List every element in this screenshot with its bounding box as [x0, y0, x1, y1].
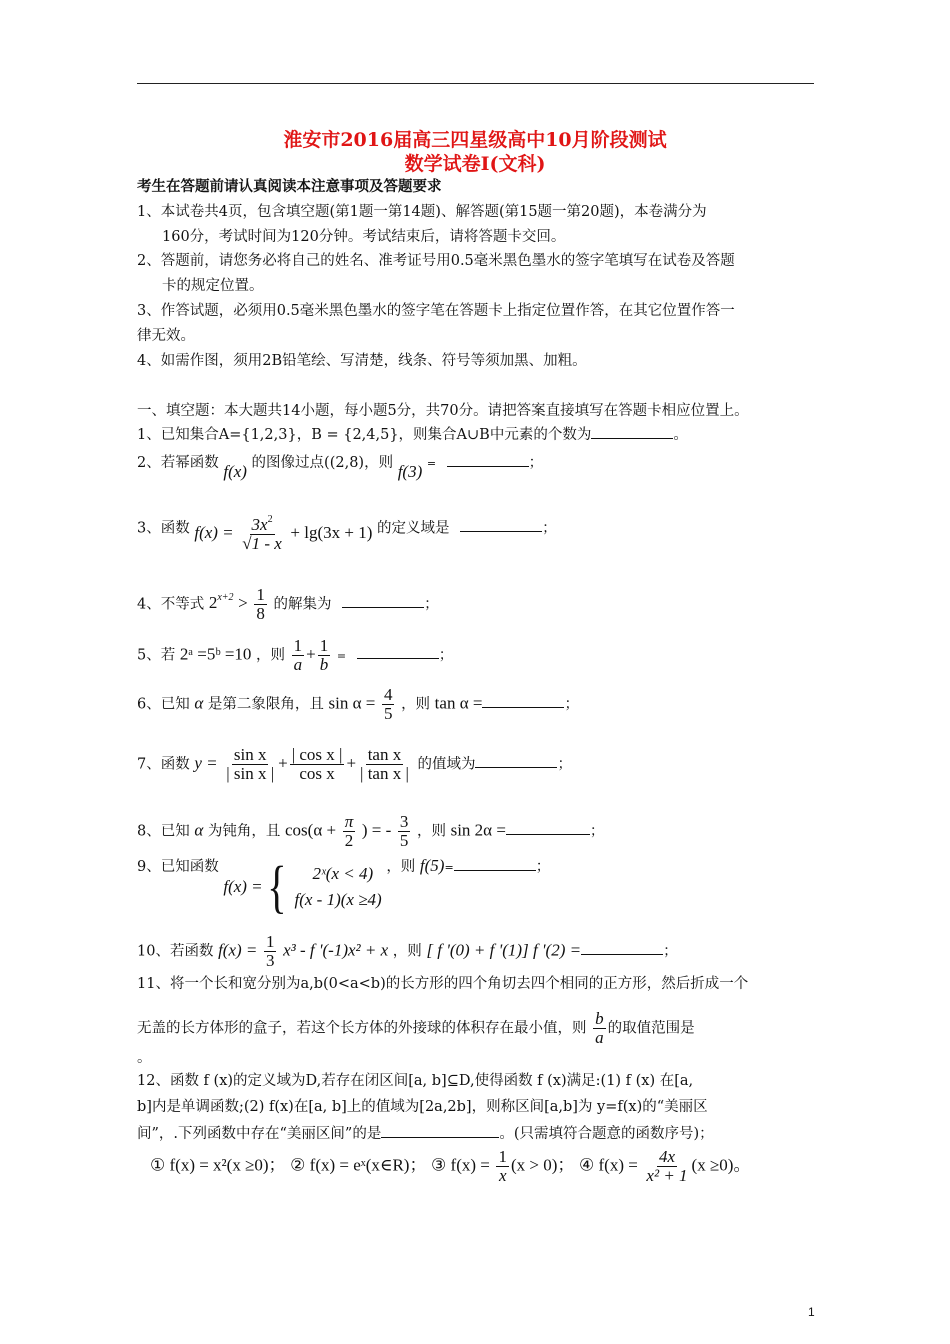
fraction: $\frac{1}{a}$ — [293, 636, 303, 674]
brace: { — [266, 854, 287, 919]
page-number: 1 — [808, 1305, 815, 1319]
notice-item-1: 1、本试卷共4页，包含填空题(第1题一第14题)、解答题(第15题一第20题)，本卷满分为 — [137, 204, 707, 220]
answer-blank[interactable] — [460, 517, 542, 532]
fraction: $\frac{b}{a}$ — [595, 1009, 604, 1047]
fraction: $\frac{1}{x}$ — [498, 1147, 507, 1185]
question-11: 11、将一个长和宽分别为a,b(0<a<b)的长方形的四个角切去四个相同的正方形，然后折成一个 — [137, 976, 749, 992]
question-12: 12、函数 f (x)的定义域为D,若存在闭区间[a, b]⊆D,使得函数 f (x)满足:(1) f (x) 在[a, — [137, 1073, 694, 1089]
notice-item-3: 3、作答试题，必须用0.5毫米黑色墨水的签字笔在答题卡上指定位置作答，在其它位置作答一 — [137, 303, 735, 319]
answer-blank[interactable] — [454, 856, 536, 871]
fraction: $\frac{\text{sin x}}{\text{| sin x |}}$ — [226, 745, 275, 783]
question-6: 6、已知 α 是第二象限角，且 sin α = $\frac{4}{5}$ ，则 tan α = ； — [137, 685, 579, 723]
question-12-options — [150, 1148, 750, 1185]
question-8: 8、已知 α 为钝角，且 cos(α + $\frac{\pi}{2}$ ) = - $\frac{3}{5}$ ，则 sin 2α = ； — [137, 812, 605, 850]
option-3-rhs: (x > 0)； — [510, 1155, 575, 1175]
answer-blank[interactable] — [506, 820, 590, 835]
question-12-cont-2: 间”，.下列函数中存在“美丽区间”的是 。(只需填符合题意的函数序号)； — [137, 1123, 714, 1144]
fraction: $\frac{3}{5}$ — [399, 812, 409, 850]
option-4-lhs: ④ f(x) = — [579, 1155, 638, 1175]
fraction: $\frac{1}{3}$ — [265, 932, 275, 970]
fraction: $\frac{\pi}{2}$ — [344, 812, 354, 850]
notice-item-2: 2、答题前，请您务必将自己的姓名、准考证号用0.5毫米黑色墨水的签字笔填写在试卷及答题 — [137, 253, 735, 269]
answer-blank[interactable] — [342, 593, 424, 608]
exam-subtitle: 数学试卷Ⅰ(文科) — [404, 153, 546, 175]
fraction: $\frac{1}{8}$ — [256, 585, 265, 623]
question-2: 2、若幂函数 f(x) 的图像过点((2,8)，则 f(3) = ； — [137, 452, 543, 474]
answer-blank[interactable] — [581, 940, 663, 955]
answer-blank[interactable] — [447, 452, 529, 467]
fraction: $\frac{\text{tan x}}{\text{| tan x |}}$ — [360, 745, 409, 783]
question-9: 9、已知函数 f(x) = { 2ˣ(x < 4) f(x - 1)(x ≥4) ，则 f(5)= ； — [137, 854, 551, 919]
option-3-lhs: ③ f(x) = — [431, 1155, 490, 1175]
option-2: ② f(x) = eˣ(x∈R)； — [290, 1155, 427, 1175]
fraction: $\frac{4x}{\text{x² + 1}}$ — [646, 1147, 688, 1185]
top-rule — [137, 83, 814, 84]
question-7: 7、函数 y = $\frac{\text{sin x}}{\text{| sin x |}}$ + $\frac{\text{| cos x |}}{\text{cos x}}$ + $\frac{\text{tan x}}{\text{| tan x |}}$ 的值域为 ； — [137, 745, 572, 783]
notice-heading: 考生在答题前请认真阅读本注意事项及答题要求 — [137, 178, 442, 195]
notice-item-4: 4、如需作图，须用2B铅笔绘、写清楚，线条、符号等须加黑、加粗。 — [137, 353, 587, 369]
fraction: $\frac{4}{5}$ — [383, 685, 393, 723]
fraction: $\frac{3x^2}{√1 - x}$ — [242, 514, 282, 553]
option-1: ① f(x) = x²(x ≥0)； — [150, 1155, 286, 1175]
question-11-end: 。 — [137, 1050, 152, 1066]
question-10: 10、若函数 f(x) = $\frac{1}{3}$ x³ - f '(-1)x² + x ，则 [ f '(0) + f '(1)] f '(2) = ； — [137, 932, 678, 970]
answer-blank[interactable] — [591, 424, 673, 439]
notice-item-2-cont: 卡的规定位置。 — [162, 278, 264, 294]
piecewise-cases: 2ˣ(x < 4) f(x - 1)(x ≥4) — [294, 864, 382, 909]
question-4: 4、不等式 $2^{x+2}$ > $\frac{1}{8}$ 的解集为 ； — [137, 585, 439, 623]
question-11-cont: 无盖的长方体形的盒子，若这个长方体的外接球的体积存在最小值，则 $\frac{b}{a}$ 的取值范围是 — [137, 1009, 695, 1047]
section-heading: 一、填空题：本大题共14小题，每小题5分，共70分。请把答案直接填写在答题卡相应位置上。 — [137, 403, 749, 419]
notice-item-1-cont: 160分，考试时间为120分钟。考试结束后，请将答题卡交回。 — [162, 229, 566, 245]
answer-blank[interactable] — [357, 644, 439, 659]
notice-item-3-cont: 律无效。 — [137, 328, 195, 344]
answer-blank[interactable] — [475, 753, 557, 768]
fraction: $\frac{1}{b}$ — [319, 636, 329, 674]
question-5: 5、若 2ᵃ =5ᵇ =10 ，则 $\frac{1}{a}$ + $\frac{1}{b}$ = ； — [137, 636, 454, 674]
answer-blank[interactable] — [381, 1123, 499, 1138]
fraction: $\frac{\text{| cos x |}}{\text{cos x}}$ — [291, 745, 343, 783]
exam-title: 淮安市2016届高三四星级高中10月阶段测试 — [283, 129, 667, 151]
question-12-cont: b]内是单调函数;(2) f(x)在[a, b]上的值域为[2a,2b]，则称区间[a,b]为 y=f(x)的“美丽区 — [137, 1099, 708, 1115]
answer-blank[interactable] — [482, 693, 564, 708]
option-4-rhs: (x ≥0)。 — [691, 1155, 751, 1175]
question-1: 1、已知集合A={1,2,3}，B = {2,4,5}，则集合A∪B中元素的个数为 。 — [137, 424, 688, 445]
question-3: 3、函数 f(x) = $\frac{3x^2}{√1 - x}$ + lg(3x + 1) 的定义域是 ； — [137, 514, 557, 553]
